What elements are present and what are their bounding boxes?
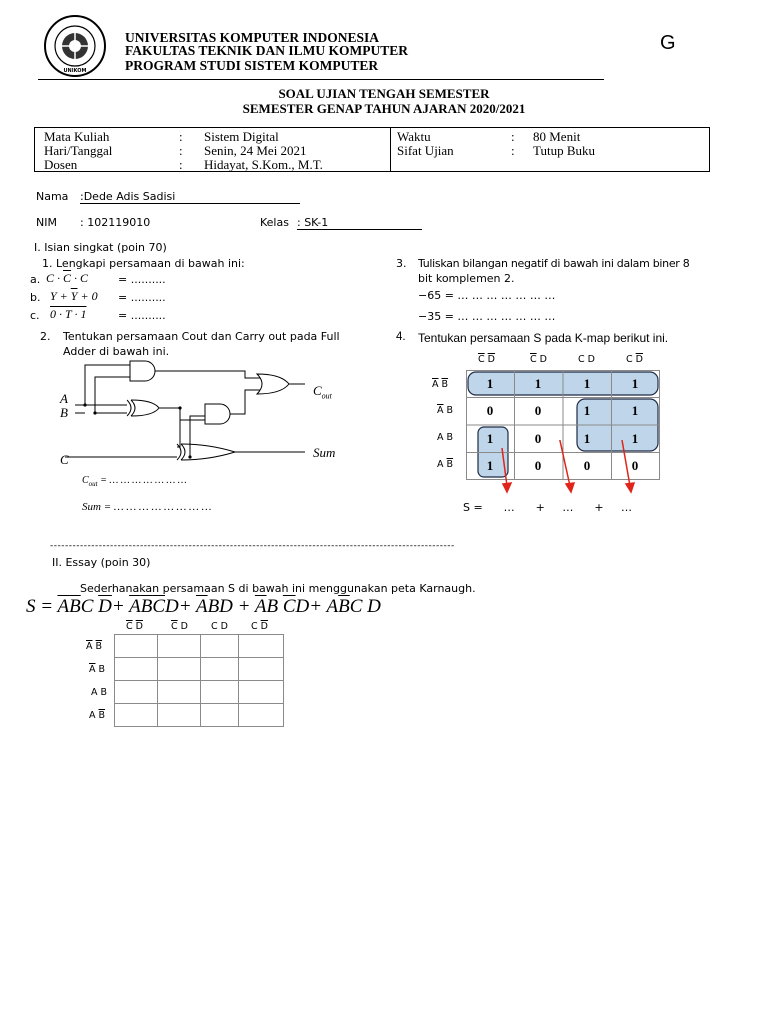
kmap1-cell: 1 bbox=[583, 430, 591, 446]
section-divider: ------------------------------------------------------------------------------------------------------------ bbox=[50, 541, 455, 551]
q1a-blank[interactable]: = .......... bbox=[118, 273, 166, 286]
q2-text-line1: Tentukan persamaan Cout dan Carry out pada Full bbox=[63, 330, 340, 343]
essay-equation: $S = \overline{A}\overline{B}C$ $\overline{D}+ \overline{A}\overline{B}\overline{C}D+ \overline{A}BD + \overline{A}B$ $\overline{C}D+ A\overline{B}C$ D bbox=[26, 596, 381, 617]
kmap1-cell: 1 bbox=[486, 457, 494, 473]
q4-text: Tentukan persamaan S pada K-map berikut ini. bbox=[418, 331, 669, 345]
kmap1-row-header: $\overline{A}$ $\overline{B}$ bbox=[432, 379, 449, 390]
full-adder-circuit bbox=[55, 360, 355, 480]
kelas-label: Kelas bbox=[260, 216, 289, 229]
kmap2-grid[interactable] bbox=[114, 634, 284, 727]
kelas-field[interactable]: : SK-1 bbox=[297, 216, 422, 230]
kmap1-row-header: A B bbox=[437, 432, 454, 443]
q1c-expression: 0 · T · 1 bbox=[50, 307, 87, 321]
kmap1-cell: 1 bbox=[631, 402, 639, 418]
kmap1-cell: 0 bbox=[583, 457, 591, 473]
exam-info-table: Mata Kuliah : Sistem Digital Hari/Tanggal : Senin, 24 Mei 2021 Dosen : Hidayat, S.Kom., M.T. Waktu : 80 Menit Sifat Ujian : Tutup Buku bbox=[34, 127, 710, 172]
q2-text-line2: Adder di bawah ini. bbox=[63, 345, 170, 358]
kmap1-col-header: C $\overline{D}$ bbox=[626, 354, 643, 365]
kmap1-cell: 0 bbox=[631, 457, 639, 473]
info-value: Senin, 24 Mei 2021 bbox=[204, 143, 307, 158]
kmap2-col-header: $\overline{C}$ $\overline{D}$ bbox=[126, 621, 143, 632]
q1c-blank[interactable]: = .......... bbox=[118, 309, 166, 322]
info-label: Mata Kuliah bbox=[44, 129, 110, 144]
cout-label: $C_{out}$ bbox=[313, 383, 332, 401]
kmap2-col-header: $\overline{C}$ D bbox=[171, 621, 188, 632]
q3-answer-b[interactable]: −35 = … … … … … … … bbox=[418, 310, 556, 323]
info-label: Hari/Tanggal bbox=[44, 143, 113, 158]
circuit-input-b: B bbox=[60, 405, 68, 420]
info-value: Tutup Buku bbox=[533, 143, 596, 158]
q3-text-line2: bit komplemen 2. bbox=[418, 272, 515, 285]
kmap2-row-header: $\overline{A}$ $\overline{B}$ bbox=[86, 641, 103, 652]
logo-short-text: UNIKOM bbox=[63, 68, 87, 74]
name-field[interactable]: :Dede Adis Sadisi bbox=[80, 190, 300, 204]
info-value: Hidayat, S.Kom., M.T. bbox=[204, 157, 323, 172]
kmap1-cell: 1 bbox=[486, 430, 494, 446]
section2-title: II. Essay (poin 30) bbox=[52, 556, 151, 569]
q1a-expression: $C \cdot \overline{C} \cdot C$ bbox=[46, 271, 89, 285]
kmap1-col-header: $\overline{C}$ D bbox=[530, 354, 547, 365]
q1b-label: b. bbox=[30, 291, 41, 304]
kmap2-col-header: C D bbox=[211, 621, 228, 632]
kmap2-row-header: $\overline{A}$ B bbox=[89, 664, 106, 675]
q1b-expression: $Y + \overline{Y} + 0$ bbox=[50, 289, 98, 303]
kmap1-cell: 0 bbox=[534, 430, 542, 446]
cout-answer[interactable]: $C_{out}$ = … … … … … … … bbox=[82, 475, 187, 488]
sum-label: Sum bbox=[313, 445, 336, 460]
exam-subtitle: SEMESTER GENAP TAHUN AJARAN 2020/2021 bbox=[242, 101, 526, 116]
q2-number: 2. bbox=[40, 330, 51, 343]
info-label: Sifat Ujian bbox=[397, 143, 454, 158]
kmap1-cell: 1 bbox=[631, 375, 639, 391]
kmap2-col-header: C $\overline{D}$ bbox=[251, 621, 268, 632]
kmap2-row-header: A B bbox=[91, 687, 108, 698]
exam-title: SOAL UJIAN TENGAH SEMESTER bbox=[278, 86, 490, 101]
kmap1-cell: 1 bbox=[583, 402, 591, 418]
faculty-name: FAKULTAS TEKNIK DAN ILMU KOMPUTER bbox=[125, 43, 409, 58]
info-value: Sistem Digital bbox=[204, 129, 279, 144]
kmap1-answer[interactable]: S = … + … + … bbox=[463, 501, 633, 514]
sum-answer[interactable]: Sum = … … … … … … … … bbox=[82, 501, 212, 513]
kmap1-col-header: C D bbox=[578, 354, 595, 365]
section2-instruction: Sederhanakan persamaan S di bawah ini menggunakan peta Karnaugh. bbox=[80, 582, 476, 595]
q4-number: 4. bbox=[396, 331, 406, 343]
kmap1-cell: 1 bbox=[631, 430, 639, 446]
nim-label: NIM bbox=[36, 216, 57, 229]
program-name: PROGRAM STUDI SISTEM KOMPUTER bbox=[125, 58, 379, 73]
q3-number: 3. bbox=[396, 257, 407, 270]
kmap1-row-header: A $\overline{B}$ bbox=[437, 459, 454, 470]
q3-text-line1: Tuliskan bilangan negatif di bawah ini dalam biner 8 bbox=[418, 257, 690, 270]
kmap2-row-header: A $\overline{B}$ bbox=[89, 710, 106, 721]
info-label: Waktu bbox=[397, 129, 431, 144]
info-label: Dosen bbox=[44, 157, 78, 172]
name-label: Nama bbox=[36, 190, 69, 203]
kmap1-row-header: $\overline{A}$ B bbox=[437, 405, 454, 416]
kmap1-cell: 1 bbox=[534, 375, 542, 391]
kmap1-col-header: $\overline{C}$ $\overline{D}$ bbox=[478, 354, 495, 365]
university-name: UNIVERSITAS KOMPUTER INDONESIA bbox=[125, 30, 380, 45]
kmap1-cell: 0 bbox=[486, 402, 494, 418]
circuit-input-a: A bbox=[60, 391, 68, 406]
kmap1-cell: 0 bbox=[534, 402, 542, 418]
kmap1-cell: 0 bbox=[534, 457, 542, 473]
corner-letter: G bbox=[660, 32, 676, 54]
header-rule bbox=[38, 79, 604, 80]
circuit-input-c: C bbox=[60, 452, 69, 467]
nim-field[interactable]: : 102119010 bbox=[80, 216, 151, 229]
kmap1-cell: 1 bbox=[583, 375, 591, 391]
q1b-blank[interactable]: = .......... bbox=[118, 291, 166, 304]
section1-title: I. Isian singkat (poin 70) bbox=[34, 241, 167, 254]
q3-answer-a[interactable]: −65 = … … … … … … … bbox=[418, 289, 556, 302]
q1-text: 1. Lengkapi persamaan di bawah ini: bbox=[42, 257, 245, 270]
info-value: 80 Menit bbox=[533, 129, 581, 144]
q1a-label: a. bbox=[30, 273, 41, 286]
kmap1-cell: 1 bbox=[486, 375, 494, 391]
university-logo bbox=[36, 14, 114, 78]
q1c-label: c. bbox=[30, 309, 40, 322]
kmap1-arrows bbox=[495, 440, 645, 495]
